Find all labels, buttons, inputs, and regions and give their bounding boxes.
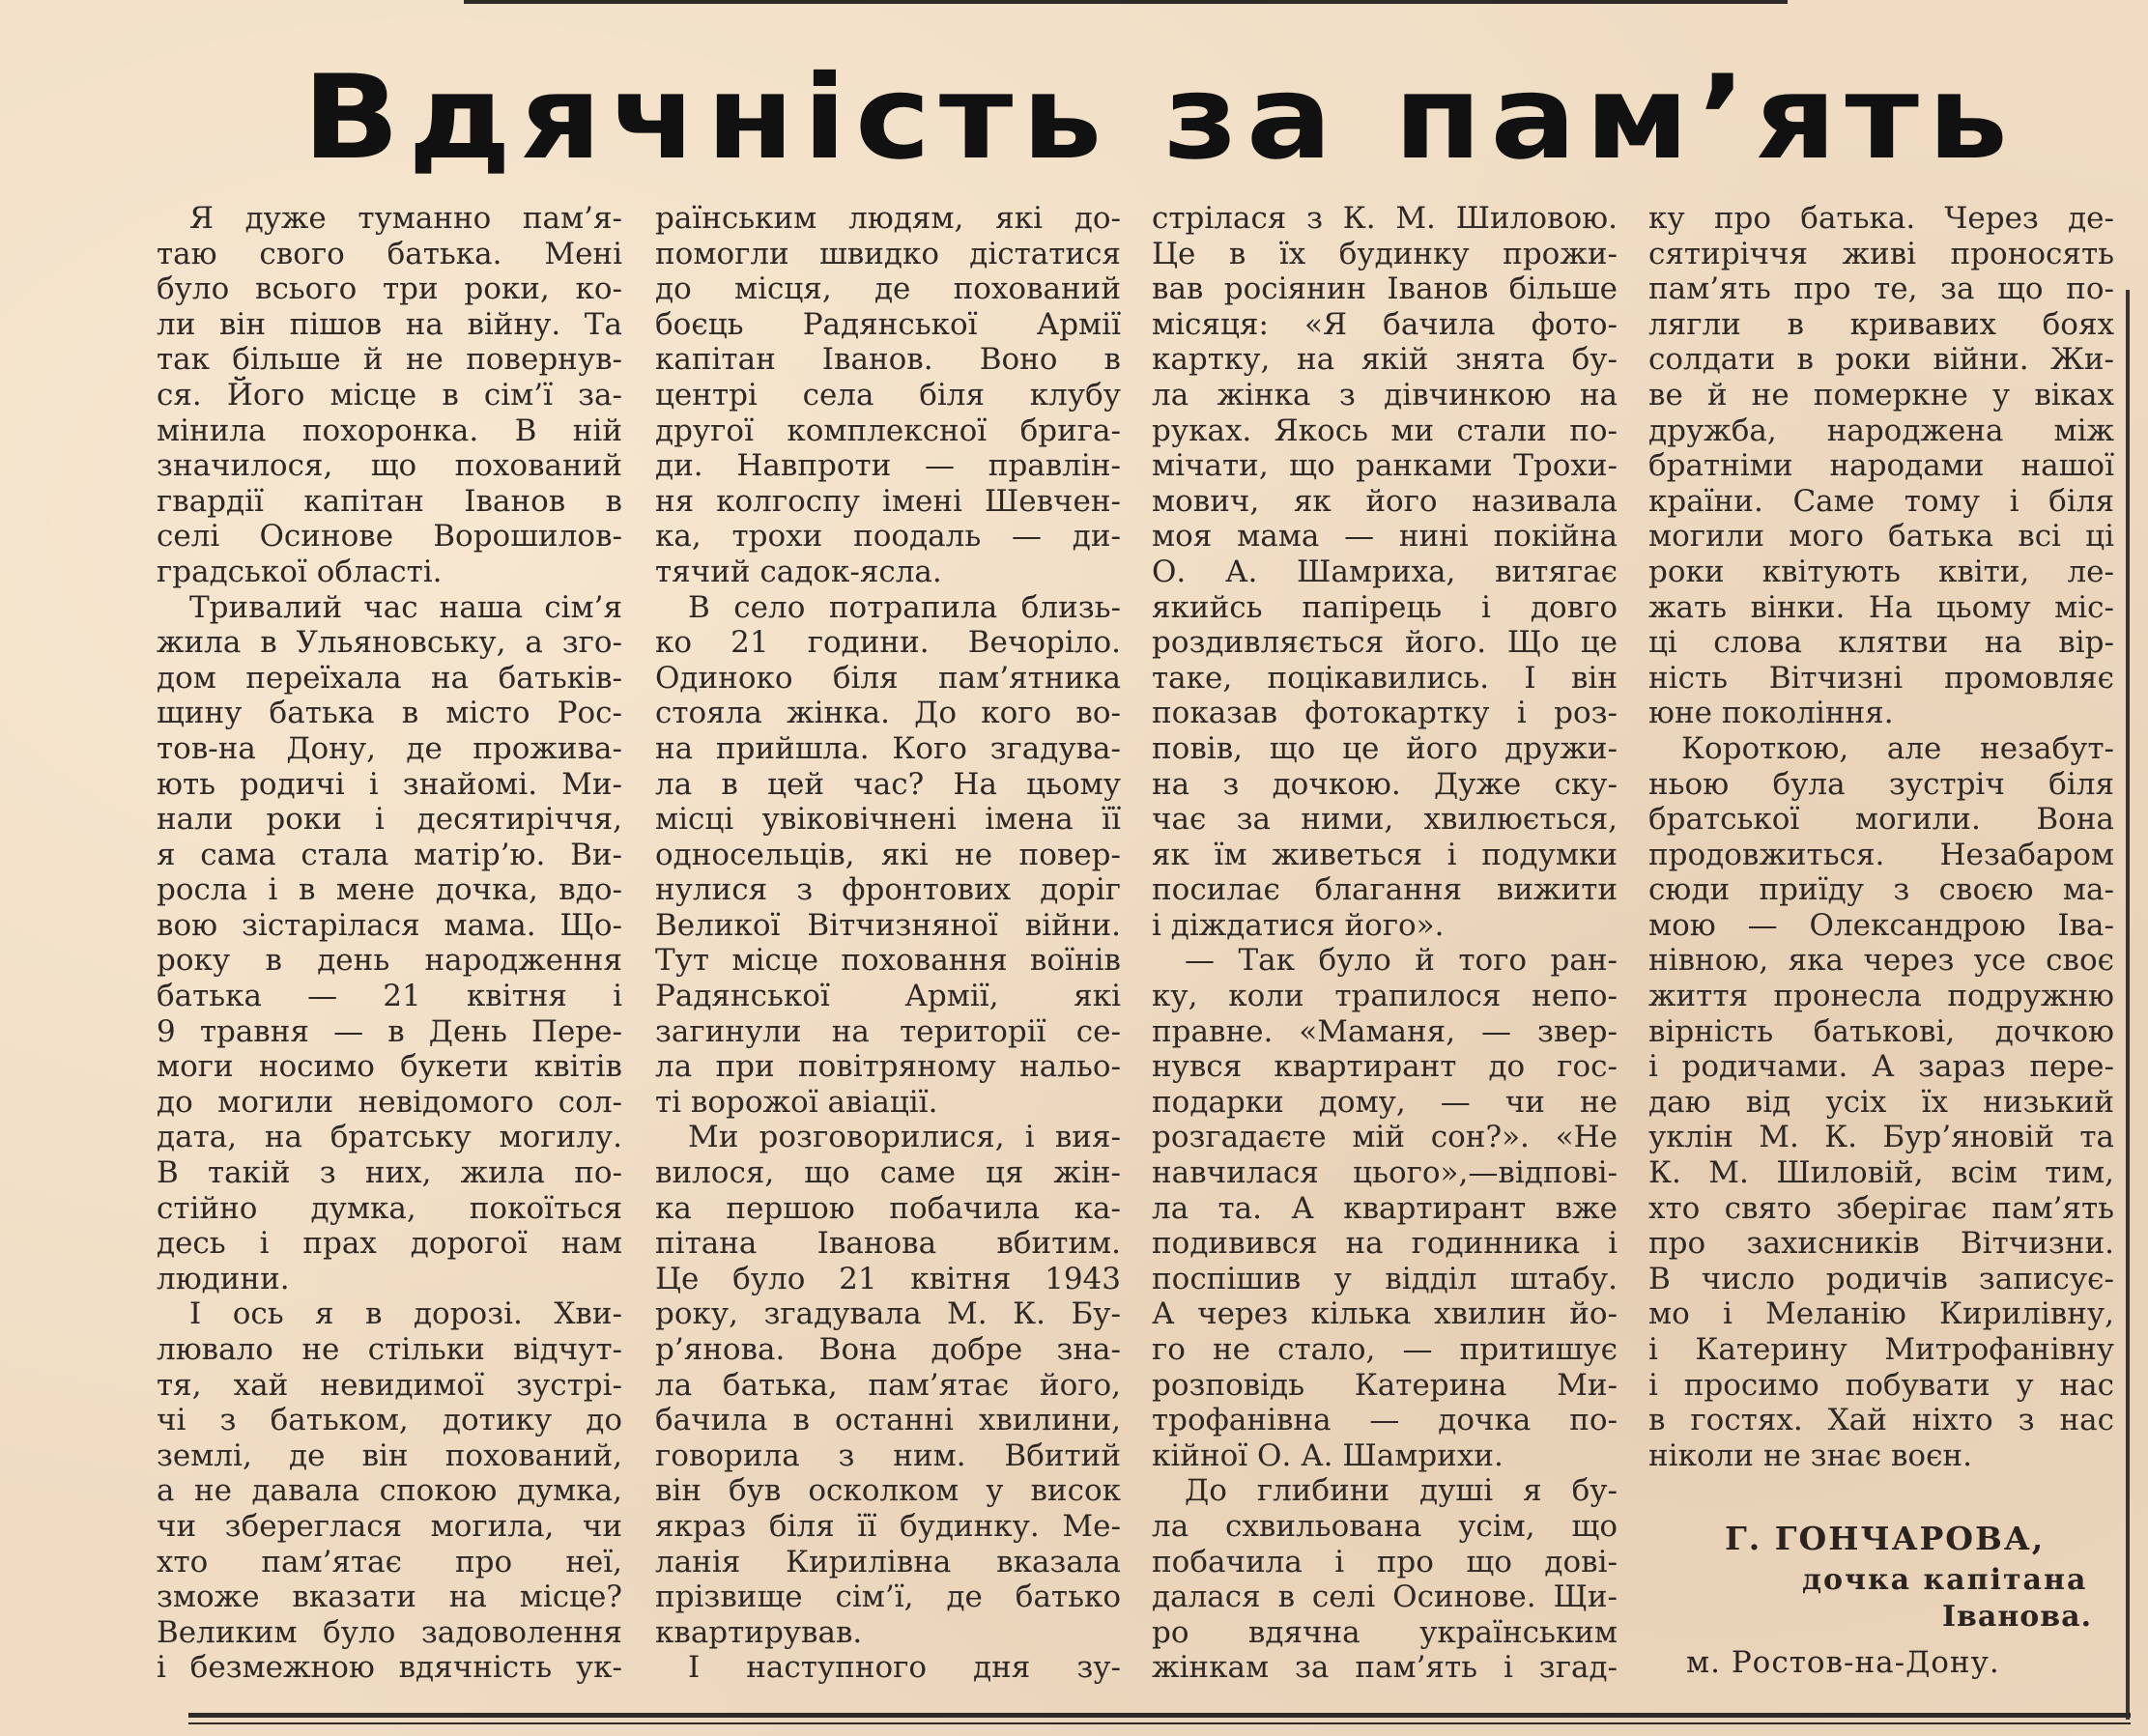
article-column-4 <box>1648 201 2114 1473</box>
article-line: десь і прах дорогої нам <box>157 1226 622 1262</box>
article-line: ла жінка з дівчинкою на <box>1152 377 1618 413</box>
article-line: В такій з них, жила по- <box>157 1155 622 1191</box>
article-line: капітан Іванов. Воно в <box>655 342 1121 378</box>
article-line: жать вінки. На цьому міс- <box>1648 589 2114 625</box>
author-role-line-2: Іванова. <box>1942 1600 2093 1634</box>
article-line: ність Вітчизні промовляє <box>1648 660 2114 696</box>
article-line: було всього три роки, ко- <box>157 271 622 307</box>
article-line: року, згадувала М. К. Бу- <box>655 1296 1121 1332</box>
article-line: бачила в останні хвилини, <box>655 1403 1121 1438</box>
article-line: значилося, що похований <box>157 448 622 484</box>
bottom-rule <box>188 1713 2131 1718</box>
article-line: ті ворожої авіації. <box>655 1084 938 1120</box>
article-line: односельців, які не повер- <box>655 837 1121 872</box>
article-line: картку, на якій знята бу- <box>1152 342 1618 378</box>
article-line: мінила похоронка. В ній <box>157 413 622 448</box>
article-line: кійної О. А. Шамрихи. <box>1152 1437 1504 1473</box>
article-line: стояла жінка. До кого во- <box>655 696 1121 731</box>
article-line: квартирував. <box>655 1614 863 1650</box>
article-line: ка, трохи поодаль — ди- <box>655 519 1121 555</box>
article-line: і Катерину Митрофанівну <box>1648 1332 2114 1367</box>
article-line: в гостях. Хай ніхто з нас <box>1648 1403 2114 1438</box>
article-line: роздивляється його. Що це <box>1152 625 1618 661</box>
article-line: ли він пішов на війну. Та <box>157 306 622 342</box>
article-line: а не давала спокою думка, <box>157 1473 622 1509</box>
article-column-2 <box>655 201 1121 1686</box>
article-line: тов-на Дону, де прожива- <box>157 730 622 766</box>
article-line: розгадаєте мій сон?». «Не <box>1152 1120 1618 1155</box>
article-line: ку, коли трапилося непо- <box>1152 979 1618 1014</box>
article-line: на з дочкою. Дуже ску- <box>1152 766 1618 802</box>
article-line: ла в цей час? На цьому <box>655 766 1121 802</box>
article-line: ка першою побачила ка- <box>655 1190 1121 1226</box>
article-line: моги носимо букети квітів <box>157 1049 622 1085</box>
article-line: нали роки і десятиріччя, <box>157 802 622 838</box>
article-line: братніми народами нашої <box>1648 448 2114 484</box>
article-line: гвардії капітан Іванов в <box>157 483 622 519</box>
article-line: А через кілька хвилин йо- <box>1152 1296 1618 1332</box>
article-line: моя мама — нині покійна <box>1152 519 1618 555</box>
article-line: і діждатися його». <box>1152 907 1445 943</box>
article-line: р’янова. Вона добре зна- <box>655 1332 1121 1367</box>
article-line: дружба, народжена між <box>1648 413 2114 448</box>
article-line: вірність батькові, дочкою <box>1648 1013 2114 1049</box>
article-line: центрі села біля клубу <box>655 377 1121 413</box>
article-line: лягли в кривавих боях <box>1648 306 2114 342</box>
article-line: ці слова клятви на вір- <box>1648 625 2114 661</box>
article-line: і просимо побувати у нас <box>1648 1367 2114 1403</box>
article-line: солдати в роки війни. Жи- <box>1648 342 2114 378</box>
article-line: ньою була зустріч біля <box>1648 766 2114 802</box>
article-line: ланія Кирилівна вказала <box>655 1544 1121 1579</box>
article-line: Короткою, але незабут- <box>1681 730 2114 766</box>
article-line: помогли швидко дістатися <box>655 236 1121 271</box>
article-line: щину батька в місто Рос- <box>157 696 622 731</box>
article-line: ють родичі і знайомі. Ми- <box>157 766 622 802</box>
article-line: ве й не померкне у віках <box>1648 377 2114 413</box>
article-line: мо і Меланію Кирилівну, <box>1648 1296 2114 1332</box>
article-line: про захисників Вітчизни. <box>1648 1226 2114 1262</box>
article-line: як їм живеться і подумки <box>1152 837 1618 872</box>
article-line: чає за ними, хвилюється, <box>1152 802 1618 838</box>
article-line: ла батька, пам’ятає його, <box>655 1367 1121 1403</box>
article-line: далася в селі Осинове. Щи- <box>1152 1579 1618 1615</box>
article-line: Це було 21 квітня 1943 <box>655 1261 1121 1296</box>
article-line: Тут місце поховання воїнів <box>655 943 1121 979</box>
article-line: боєць Радянської Армії <box>655 306 1121 342</box>
article-line: нівною, яка через усе своє <box>1648 943 2114 979</box>
article-line: Одиноко біля пам’ятника <box>655 660 1121 696</box>
article-line: сюди приїду з своєю ма- <box>1648 872 2114 908</box>
article-line: стрілася з К. М. Шиловою. <box>1152 201 1618 236</box>
author-name: Г. ГОНЧАРОВА, <box>1725 1520 2046 1557</box>
article-line: До глибини душі я бу- <box>1185 1473 1618 1509</box>
article-line: ко 21 години. Вечоріло. <box>655 625 1121 661</box>
article-line: хто пам’ятає про неї, <box>157 1544 622 1579</box>
article-line: посилає благання вижити <box>1152 872 1618 908</box>
article-line: уклін М. К. Бур’яновій та <box>1648 1120 2114 1155</box>
article-line: чи збереглася могила, чи <box>157 1508 622 1544</box>
article-line: поспішив у відділ штабу. <box>1152 1261 1618 1296</box>
article-line: К. М. Шиловій, всім тим, <box>1648 1155 2114 1191</box>
article-line: загинули на території се- <box>655 1013 1121 1049</box>
article-column-1 <box>157 201 622 1686</box>
article-column-3 <box>1152 201 1618 1686</box>
article-line: продовжиться. Незабаром <box>1648 837 2114 872</box>
article-line: чі з батьком, дотику до <box>157 1403 622 1438</box>
article-line: В село потрапила близь- <box>688 589 1121 625</box>
article-line: ку про батька. Через де- <box>1648 201 2114 236</box>
article-line: сятиріччя живі проносять <box>1648 236 2114 271</box>
article-line: розповідь Катерина Ми- <box>1152 1367 1618 1403</box>
article-line: людини. <box>157 1261 290 1296</box>
article-line: ла при повітряному нальо- <box>655 1049 1121 1085</box>
article-line: нулися з фронтових доріг <box>655 872 1121 908</box>
article-line: вав росіянин Іванов більше <box>1152 271 1618 307</box>
article-line: ла та. А квартирант вже <box>1152 1190 1618 1226</box>
article-line: землі, де він похований, <box>157 1437 622 1473</box>
article-line: місці увіковічнені імена її <box>655 802 1121 838</box>
article-line: Радянської Армії, які <box>655 979 1121 1014</box>
article-line: до місця, де похований <box>655 271 1121 307</box>
article-line: О. А. Шамриха, витягає <box>1152 554 1618 589</box>
article-line: другої комплексної брига- <box>655 413 1121 448</box>
article-line: І ось я в дорозі. Хви- <box>189 1296 622 1332</box>
article-line: мічати, що ранками Трохи- <box>1152 448 1618 484</box>
article-line: якийсь папірець і довго <box>1152 589 1618 625</box>
article-line: жінкам за пам’ять і згад- <box>1152 1650 1618 1686</box>
article-line: даю від усіх їх низький <box>1648 1084 2114 1120</box>
article-line: градської області. <box>157 554 443 589</box>
article-line: таке, поцікавились. І він <box>1152 660 1618 696</box>
author-role-line-1: дочка капітана <box>1802 1563 2088 1597</box>
article-line: жила в Ульяновську, а зго- <box>157 625 622 661</box>
article-line: Великим було задоволення <box>157 1614 622 1650</box>
article-line: росла і в мене дочка, вдо- <box>157 872 622 908</box>
article-line: ро вдячна українським <box>1152 1614 1618 1650</box>
article-line: юне покоління. <box>1648 696 1894 731</box>
article-title: Вдячність за пам’ять <box>302 51 2017 185</box>
article-line: таю свого батька. Мені <box>157 236 622 271</box>
article-line: Я дуже туманно пам’я- <box>189 201 622 236</box>
article-line: селі Осинове Ворошилов- <box>157 519 622 555</box>
article-line: мою — Олександрою Іва- <box>1648 907 2114 943</box>
article-line: Ми розговорилися, і вия- <box>688 1120 1121 1155</box>
article-line: В число родичів записує- <box>1648 1261 2114 1296</box>
article-line: мович, як його називала <box>1152 483 1618 519</box>
article-line: ся. Його місце в сім’ї за- <box>157 377 622 413</box>
article-line: трофанівна — дочка по- <box>1152 1403 1618 1438</box>
article-line: повів, що це його дружи- <box>1152 730 1618 766</box>
article-line: могили мого батька всі ці <box>1648 519 2114 555</box>
article-line: дом переїхала на батьків- <box>157 660 622 696</box>
article-line: подивився на годинника і <box>1152 1226 1618 1262</box>
top-rule <box>464 0 1788 4</box>
article-line: і родичами. А зараз пере- <box>1648 1049 2114 1085</box>
article-line: ди. Навпроти — правлін- <box>655 448 1121 484</box>
article-line: вою зістарілася мама. Що- <box>157 907 622 943</box>
article-line: стійно думка, покоїться <box>157 1190 622 1226</box>
article-line: Це в їх будинку прожи- <box>1152 236 1618 271</box>
article-line: і безмежною вдячність ук- <box>157 1650 622 1686</box>
article-line: місяця: «Я бачила фото- <box>1152 306 1618 342</box>
article-line: Тривалий час наша сім’я <box>189 589 622 625</box>
article-line: роки квітують квіти, ле- <box>1648 554 2114 589</box>
article-line: — Так було й того ран- <box>1185 943 1618 979</box>
article-line: побачила і про що дові- <box>1152 1544 1618 1579</box>
article-line: зможе вказати на місце? <box>157 1579 622 1615</box>
article-line: говорила з ним. Вбитий <box>655 1437 1121 1473</box>
article-line: якраз біля її будинку. Ме- <box>655 1508 1121 1544</box>
article-line: країни. Саме тому і біля <box>1648 483 2114 519</box>
article-line: ніколи не знає воєн. <box>1648 1437 1972 1473</box>
article-line: тячий садок-ясла. <box>655 554 942 589</box>
article-line: го не стало, — притишує <box>1152 1332 1618 1367</box>
article-line: хто свято зберігає пам’ять <box>1648 1190 2114 1226</box>
right-edge-line <box>2126 290 2130 1720</box>
article-line: пітана Іванова вбитим. <box>655 1226 1121 1262</box>
article-line: на прийшла. Кого згадува- <box>655 730 1121 766</box>
article-line: Великої Вітчизняної війни. <box>655 907 1121 943</box>
article-line: вилося, що саме ця жін- <box>655 1155 1121 1191</box>
article-line: до могили невідомого сол- <box>157 1084 622 1120</box>
article-line: року в день народження <box>157 943 622 979</box>
article-line: лювало не стільки відчут- <box>157 1332 622 1367</box>
article-line: ла схвильована усім, що <box>1152 1508 1618 1544</box>
article-line: братської могили. Вона <box>1648 802 2114 838</box>
article-line: нувся квартирант до гос- <box>1152 1049 1618 1085</box>
article-line: тя, хай невидимої зустрі- <box>157 1367 622 1403</box>
article-line: правне. «Маманя, — звер- <box>1152 1013 1618 1049</box>
article-line: показав фотокартку і роз- <box>1152 696 1618 731</box>
article-line: життя пронесла подружню <box>1648 979 2114 1014</box>
bottom-rule-thin <box>188 1722 2131 1724</box>
article-line: пам’ять про те, за що по- <box>1648 271 2114 307</box>
article-line: раїнським людям, які до- <box>655 201 1121 236</box>
article-line: дата, на братську могилу. <box>157 1120 622 1155</box>
article-line: І наступного дня зу- <box>688 1650 1121 1686</box>
article-line: ня колгоспу імені Шевчен- <box>655 483 1121 519</box>
article-line: він був осколком у висок <box>655 1473 1121 1509</box>
article-line: руках. Якось ми стали по- <box>1152 413 1618 448</box>
article-line: я сама стала матір’ю. Ви- <box>157 837 622 872</box>
article-line: батька — 21 квітня і <box>157 979 622 1014</box>
article-line: так більше й не повернув- <box>157 342 622 378</box>
article-line: навчилася цього»,—відпові- <box>1152 1155 1618 1191</box>
article-line: подарки дому, — чи не <box>1152 1084 1618 1120</box>
article-line: прізвище сім’ї, де батько <box>655 1579 1121 1615</box>
author-place: м. Ростов-на-Дону. <box>1686 1645 2000 1680</box>
article-line: 9 травня — в День Пере- <box>157 1013 622 1049</box>
